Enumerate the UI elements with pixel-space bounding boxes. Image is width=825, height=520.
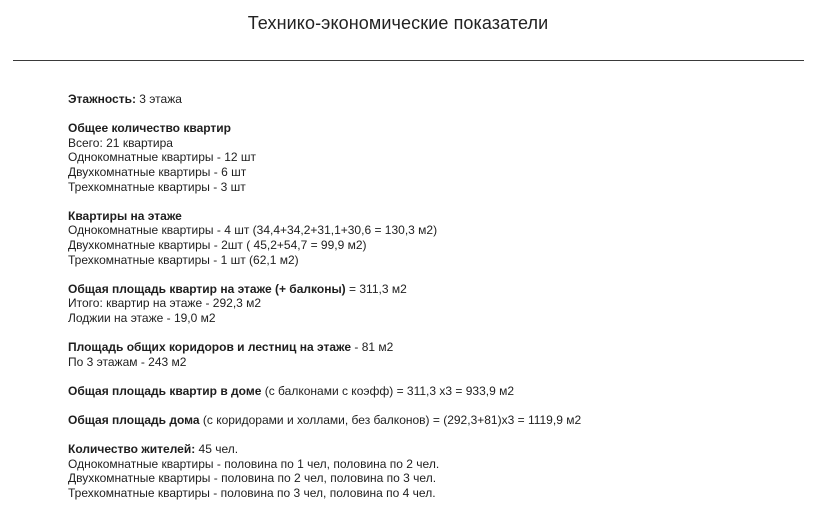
title-divider — [13, 60, 804, 61]
residents-detail: Двухкомнатные квартиры - половина по 2 чел, половина по 3 чел. — [68, 471, 437, 486]
apartments-area-house-line — [68, 384, 808, 399]
residents-line — [68, 442, 808, 457]
floors-label: Этажность: — [68, 92, 136, 106]
residents-detail: Однокомнатные квартиры - половина по 1 чел, половина по 2 чел. — [68, 456, 440, 471]
apartments-total-line: Однокомнатные квартиры - 12 шт — [68, 150, 257, 165]
apartments-per-floor-line: Трехкомнатные квартиры - 1 шт (62,1 м2) — [68, 252, 299, 267]
residents-label: Количество жителей: — [68, 442, 196, 457]
floors-line — [68, 92, 808, 107]
apartments-per-floor-section — [68, 209, 808, 267]
residents-detail: Трехкомнатные квартиры - половина по 3 чел, половина по 4 чел. — [68, 486, 436, 501]
apartments-total-line: Двухкомнатные квартиры - 6 шт — [68, 164, 247, 179]
corridors-section — [68, 340, 808, 369]
apartments-area-house-value: (с балконами с коэфф) = 311,3 х3 = 933,9 м2 — [261, 383, 515, 398]
house-area-value: (с коридорами и холлами, без балконов) = (292,3+81)х3 = 1119,9 м2 — [199, 413, 582, 428]
apartments-area-house-label: Общая площадь квартир в доме — [68, 383, 262, 398]
floor-area-label: Общая площадь квартир на этаже (+ балконы) — [68, 281, 346, 296]
house-area-line — [68, 413, 808, 428]
house-area-label: Общая площадь дома — [68, 413, 200, 428]
floor-area-detail: Итого: квартир на этаже - 292,3 м2 — [68, 296, 262, 311]
corridors-detail: По 3 этажам - 243 м2 — [68, 354, 187, 369]
floor-area-line — [68, 282, 808, 297]
apartments-total-section — [68, 121, 808, 194]
corridors-line — [68, 340, 808, 355]
floor-area-section — [68, 282, 808, 326]
apartments-per-floor-heading: Квартиры на этаже — [68, 208, 182, 223]
apartments-area-house-section — [68, 384, 808, 399]
residents-section — [68, 442, 808, 500]
floor-area-detail: Лоджии на этаже - 19,0 м2 — [68, 310, 216, 325]
floors-value: 3 этажа — [135, 92, 182, 106]
apartments-total-line: Трехкомнатные квартиры - 3 шт — [68, 179, 246, 194]
indicators-content — [68, 92, 808, 515]
apartments-total-heading: Общее количество квартир — [68, 121, 232, 136]
apartments-per-floor-line: Однокомнатные квартиры - 4 шт (34,4+34,2+31,1+30,6 = 130,3 м2) — [68, 223, 438, 238]
apartments-per-floor-line: Двухкомнатные квартиры - 2шт ( 45,2+54,7 = 99,9 м2) — [68, 237, 367, 252]
corridors-label: Площадь общих коридоров и лестниц на этаже — [68, 340, 352, 355]
floors-section — [68, 92, 808, 107]
page-title: Технико-экономические показатели — [247, 13, 549, 33]
corridors-value: - 81 м2 — [351, 340, 394, 355]
floor-area-value: = 311,3 м2 — [345, 281, 407, 296]
residents-value: 45 чел. — [195, 442, 239, 457]
house-area-section — [68, 413, 808, 428]
apartments-total-line: Всего: 21 квартира — [68, 135, 173, 150]
